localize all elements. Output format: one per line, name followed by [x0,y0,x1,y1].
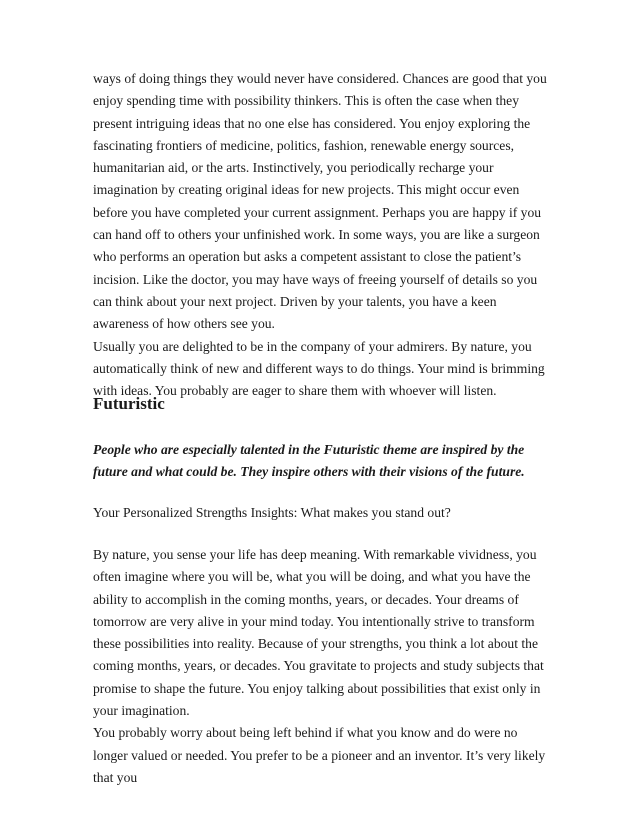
insights-label: Your Personalized Strengths Insights: What makes you stand out? [93,505,451,520]
futuristic-paragraph-1: By nature, you sense your life has deep meaning. With remarkable vividness, you often imagine where you will be, what you will be doing, and what you have the ability to accomplish in the coming months, years, or decades. Your dreams of tomorrow are very alive in your mind today. You intentionally strive to transform these possibilities into reality. Because of your strengths, you think a lot about the coming months, years, or decades. You gravitate to projects and study subjects that promise to shape the future. You enjoy talking about possibilities that exist only in your imagination. [93,547,544,719]
intro-paragraph-2: Usually you are delighted to be in the company of your admirers. By nature, you automatically think of new and different ways to do things. Your mind is brimming with ideas. You probably are eager to share them with whoever will listen. [93,338,545,399]
futuristic-body [93,544,553,789]
intro-block [93,68,553,402]
section-heading: Futuristic [93,394,165,413]
theme-description: People who are especially talented in the Futuristic theme are inspired by the future and what could be. They inspire others with their visions of the future. [93,442,525,480]
futuristic-paragraph-2: You probably worry about being left behind if what you know and do were no longer valued or needed. You prefer to be a pioneer and an inventor. It’s very likely that you [93,725,546,785]
intro-paragraph-1: ways of doing things they would never have considered. Chances are good that you enjoy spending time with possibility thinkers. This is often the case when they present intriguing ideas that no one else has considered. You enjoy exploring the fascinating frontiers of medicine, politics, fashion, renewable energy sources, humanitarian aid, or the arts. Instinctively, you periodically recharge your imagination by creating original ideas for new projects. This might occur even before you have completed your current assignment. Perhaps you are happy if you can hand off to others your unfinished work. In some ways, you are like a surgeon who performs an operation but asks a competent assistant to close the patient’s incision. Like the doctor, you may have ways of freeing yourself of details so you can think about your next project. Driven by your talents, you have a keen awareness of how others see you. [93,71,547,332]
